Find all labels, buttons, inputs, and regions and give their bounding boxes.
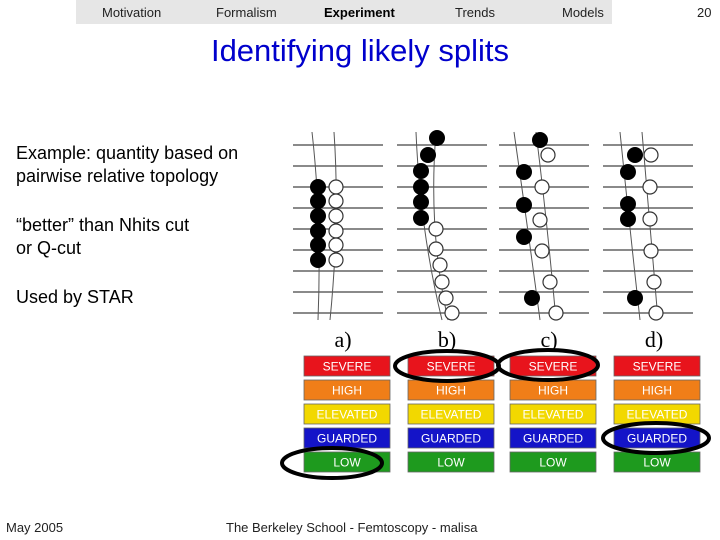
threat-level-label: HIGH bbox=[538, 383, 568, 398]
filled-hit-marker bbox=[310, 179, 326, 195]
threat-level-table bbox=[282, 350, 709, 478]
filled-hit-marker bbox=[627, 290, 643, 306]
open-hit-marker bbox=[445, 306, 459, 320]
open-hit-marker bbox=[433, 258, 447, 272]
threat-level-label: SEVERE bbox=[528, 359, 578, 374]
filled-hit-marker bbox=[413, 179, 429, 195]
panel-label: d) bbox=[644, 327, 664, 352]
nav-item-motivation[interactable]: Motivation bbox=[102, 5, 162, 20]
panel-label: c) bbox=[540, 327, 558, 352]
threat-level-label: ELEVATED bbox=[420, 407, 482, 422]
open-hit-marker bbox=[329, 224, 343, 238]
open-hit-marker bbox=[549, 306, 563, 320]
filled-hit-marker bbox=[413, 194, 429, 210]
filled-hit-marker bbox=[620, 164, 636, 180]
filled-hit-marker bbox=[420, 147, 436, 163]
threat-level-label: SEVERE bbox=[632, 359, 682, 374]
threat-level-label: ELEVATED bbox=[626, 407, 688, 422]
threat-level-label: LOW bbox=[333, 455, 361, 470]
page-number: 20 bbox=[697, 5, 712, 20]
open-hit-marker bbox=[435, 275, 449, 289]
filled-hit-marker bbox=[413, 163, 429, 179]
open-hit-marker bbox=[429, 222, 443, 236]
open-hit-marker bbox=[644, 148, 658, 162]
threat-level-label: HIGH bbox=[642, 383, 672, 398]
threat-level-label: SEVERE bbox=[426, 359, 476, 374]
open-hit-marker bbox=[649, 306, 663, 320]
track-hit-diagram bbox=[293, 130, 693, 352]
bullet-example-line1: Example: quantity based on bbox=[16, 143, 239, 163]
open-hit-marker bbox=[533, 213, 547, 227]
filled-hit-marker bbox=[429, 130, 445, 146]
filled-hit-marker bbox=[627, 147, 643, 163]
open-hit-marker bbox=[644, 244, 658, 258]
bullet-better-line1: “better” than Nhits cut bbox=[16, 215, 190, 235]
slide-title: Identifying likely splits bbox=[210, 33, 510, 68]
bullet-example-line2: pairwise relative topology bbox=[16, 166, 219, 186]
open-hit-marker bbox=[643, 180, 657, 194]
filled-hit-marker bbox=[413, 210, 429, 226]
open-hit-marker bbox=[329, 180, 343, 194]
filled-hit-marker bbox=[524, 290, 540, 306]
filled-hit-marker bbox=[310, 208, 326, 224]
footer-date: May 2005 bbox=[6, 520, 64, 535]
filled-hit-marker bbox=[516, 229, 532, 245]
nav-item-trends[interactable]: Trends bbox=[455, 5, 495, 20]
filled-hit-marker bbox=[532, 132, 548, 148]
threat-level-label: GUARDED bbox=[420, 431, 482, 446]
nav-item-experiment[interactable]: Experiment bbox=[324, 5, 395, 20]
open-hit-marker bbox=[535, 180, 549, 194]
threat-level-label: LOW bbox=[437, 455, 465, 470]
open-hit-marker bbox=[439, 291, 453, 305]
nav-item-models[interactable]: Models bbox=[562, 5, 604, 20]
filled-hit-marker bbox=[310, 237, 326, 253]
panel-label: b) bbox=[437, 327, 457, 352]
threat-level-label: ELEVATED bbox=[522, 407, 584, 422]
bullet-better-line2: or Q-cut bbox=[16, 238, 82, 258]
threat-level-label: HIGH bbox=[436, 383, 466, 398]
nav-item-formalism[interactable]: Formalism bbox=[216, 5, 277, 20]
open-hit-marker bbox=[647, 275, 661, 289]
open-hit-marker bbox=[643, 212, 657, 226]
bullet-used-by: Used by STAR bbox=[16, 287, 134, 307]
open-hit-marker bbox=[541, 148, 555, 162]
filled-hit-marker bbox=[516, 164, 532, 180]
filled-hit-marker bbox=[310, 223, 326, 239]
filled-hit-marker bbox=[620, 211, 636, 227]
filled-hit-marker bbox=[620, 196, 636, 212]
threat-level-label: LOW bbox=[643, 455, 671, 470]
filled-hit-marker bbox=[310, 252, 326, 268]
open-hit-marker bbox=[329, 209, 343, 223]
open-hit-marker bbox=[535, 244, 549, 258]
threat-level-label: LOW bbox=[539, 455, 567, 470]
filled-hit-marker bbox=[310, 193, 326, 209]
open-hit-marker bbox=[329, 238, 343, 252]
threat-level-label: HIGH bbox=[332, 383, 362, 398]
threat-level-label: SEVERE bbox=[322, 359, 372, 374]
threat-level-label: GUARDED bbox=[626, 431, 688, 446]
threat-level-label: GUARDED bbox=[316, 431, 378, 446]
open-hit-marker bbox=[329, 194, 343, 208]
threat-level-label: ELEVATED bbox=[316, 407, 378, 422]
open-hit-marker bbox=[429, 242, 443, 256]
open-hit-marker bbox=[543, 275, 557, 289]
threat-level-label: GUARDED bbox=[522, 431, 584, 446]
footer-center: The Berkeley School - Femtoscopy - malisa bbox=[226, 520, 478, 535]
filled-hit-marker bbox=[516, 197, 532, 213]
panel-label: a) bbox=[334, 327, 352, 352]
open-hit-marker bbox=[329, 253, 343, 267]
